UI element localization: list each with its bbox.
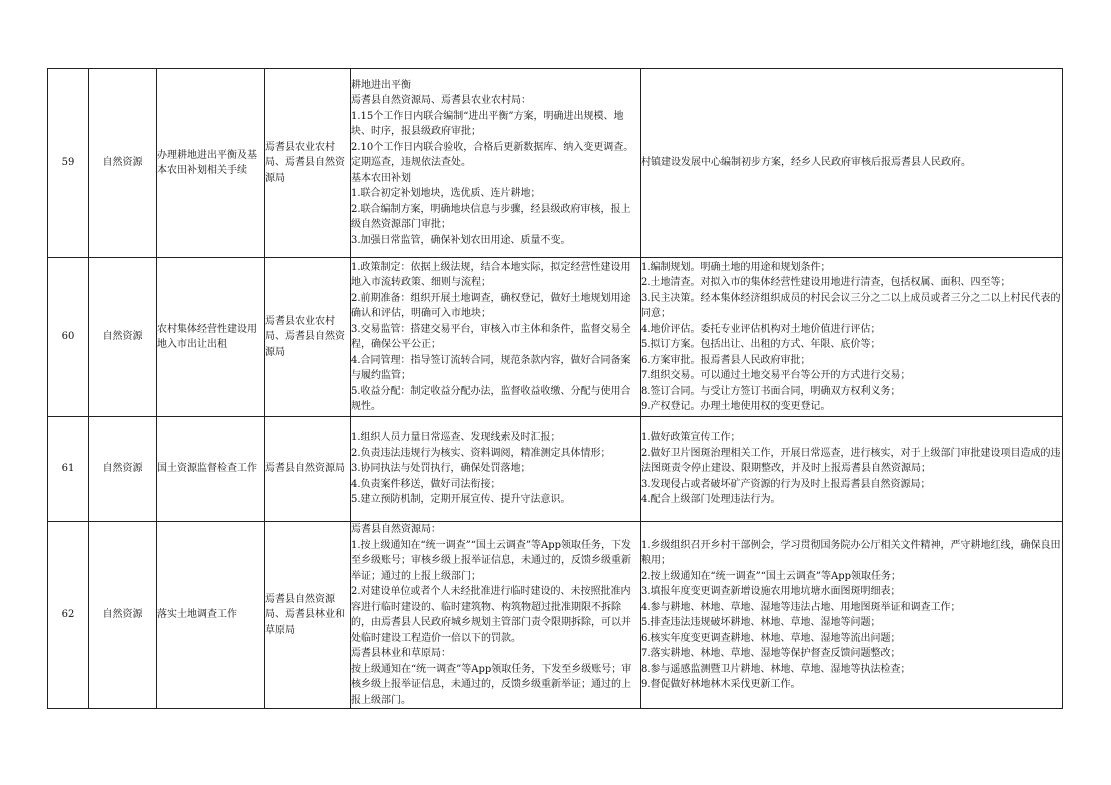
county-duty-line: 1.按上级通知在“统一调查”“国土云调查”等App领取任务，下发至乡级账号；审核乡级上报举证信息，未通过的，反馈乡级重新举证；通过的上报上级部门； bbox=[351, 539, 632, 582]
category-cell: 自然资源 bbox=[89, 522, 157, 709]
department-cell: 焉耆县自然资源局、焉耆县林业和草原局 bbox=[265, 522, 351, 709]
table-row bbox=[48, 417, 1063, 522]
county-duty-line: 1.15个工作日内联合编制“进出平衡”方案，明确进出规模、地块、时序，报县级政府审批； bbox=[351, 110, 624, 138]
county-duty-line: 5.建立预防机制，定期开展宣传、提升守法意识。 bbox=[351, 494, 571, 506]
category-cell: 自然资源 bbox=[89, 258, 157, 417]
county-duty-line: 3.加强日常监管，确保补划农田用途、质量不变。 bbox=[351, 234, 571, 246]
town-duty-line: 村镇建设发展中心编制初步方案，经乡人民政府审核后报焉耆县人民政府。 bbox=[641, 157, 971, 169]
town-duty-line: 8.签订合同。与受让方签订书面合同，明确双方权利义务； bbox=[641, 385, 901, 397]
town-duty-line: 6.方案审批。报焉耆县人民政府审批； bbox=[641, 354, 811, 366]
county-duty-line: 2.负责违法违规行为核实、资料调阅，精准测定具体情形； bbox=[351, 447, 611, 459]
table-row bbox=[48, 69, 1063, 258]
town-duty-line: 4.参与耕地、林地、草地、湿地等违法占地、用地图斑举证和调查工作； bbox=[641, 601, 961, 613]
county-duties-cell bbox=[351, 258, 641, 417]
table-row bbox=[48, 522, 1063, 709]
county-duty-line: 3.协同执法与处罚执行，确保处罚落地； bbox=[351, 463, 531, 475]
row-number-cell: 59 bbox=[48, 69, 89, 258]
town-duty-line: 1.编制规划。明确土地的用途和规划条件； bbox=[641, 261, 831, 273]
town-duty-line: 5.排查违法违规破坏耕地、林地、草地、湿地等问题； bbox=[641, 617, 881, 628]
town-duty-line: 2.做好卫片图斑治理相关工作，开展日常巡查，进行核实，对于上级部门审批建设项目造成的违法图斑责令停止建设、限期整改，并及时上报焉耆县自然资源局； bbox=[641, 447, 1061, 475]
town-duties-cell bbox=[641, 69, 1063, 258]
county-duty-line: 1.联合初定补划地块，选优质、连片耕地； bbox=[351, 188, 541, 200]
county-duties-cell bbox=[351, 522, 641, 709]
county-duty-line: 焉耆县自然资源局、焉耆县农业农村局： bbox=[351, 95, 531, 107]
category-cell: 自然资源 bbox=[89, 417, 157, 522]
town-duties-cell bbox=[641, 522, 1063, 709]
row-number-cell: 61 bbox=[48, 417, 89, 522]
department-cell: 焉耆县农业农村局、焉耆县自然资源局 bbox=[265, 258, 351, 417]
county-duty-line: 4.负责案件移送，做好司法衔接； bbox=[351, 478, 501, 490]
county-duty-line: 2.10个工作日内联合验收，合格后更新数据库、纳入变更调查。定期巡查，违规依法查处。 bbox=[351, 141, 634, 169]
item-name-cell: 办理耕地进出平衡及基本农田补划相关手续 bbox=[157, 69, 265, 258]
row-number-cell: 60 bbox=[48, 258, 89, 417]
county-duty-line: 2.前期准备：组织开展土地调查，确权登记，做好土地规划用途确认和评估，明确可入市地块； bbox=[351, 292, 631, 319]
item-name-cell: 国土资源监督检查工作 bbox=[157, 417, 265, 522]
town-duty-line: 1.做好政策宣传工作； bbox=[641, 432, 741, 444]
county-duty-line: 5.收益分配：制定收益分配办法，监督收益收缴、分配与使用合规性。 bbox=[351, 385, 631, 412]
county-duty-line: 耕地进出平衡 bbox=[351, 79, 411, 91]
town-duty-line: 8.参与遥感监测暨卫片耕地、林地、草地、湿地等执法检查； bbox=[641, 663, 911, 675]
county-duty-line: 焉耆县自然资源局： bbox=[351, 524, 441, 535]
town-duty-line: 5.拟订方案。包括出让、出租的方式、年限、底价等； bbox=[641, 339, 881, 350]
county-duty-line: 4.合同管理：指导签订流转合同，规范条款内容，做好合同备案与履约监管； bbox=[351, 354, 631, 381]
town-duties-cell bbox=[641, 417, 1063, 522]
county-duties-cell bbox=[351, 417, 641, 522]
department-cell: 焉耆县自然资源局 bbox=[265, 417, 351, 522]
town-duty-line: 1.乡级组织召开乡村干部例会，学习贯彻国务院办公厅相关文件精神，严守耕地红线，确保良田粮用； bbox=[641, 539, 1061, 566]
town-duty-line: 3.发现侵占或者破坏矿产资源的行为及时上报焉耆县自然资源局； bbox=[641, 478, 931, 490]
county-duty-line: 基本农田补划 bbox=[351, 172, 411, 184]
county-duty-line: 按上级通知在“统一调查”等App领取任务，下发至乡级账号；审核乡级上报举证信息，未通过的，反馈乡级重新举证；通过的上报上级部门。 bbox=[351, 663, 632, 706]
town-duties-cell bbox=[641, 258, 1063, 417]
town-duty-line: 7.落实耕地、林地、草地、湿地等保护督查反馈问题整改； bbox=[641, 648, 901, 659]
county-duty-line: 1.政策制定：依据上级法规，结合本地实际，拟定经营性建设用地入市流转政策、细则与流程； bbox=[351, 261, 631, 288]
town-duty-line: 4.地价评估。委托专业评估机构对土地价值进行评估； bbox=[641, 323, 881, 335]
row-number-cell: 62 bbox=[48, 522, 89, 709]
town-duty-line: 4.配合上级部门处理违法行为。 bbox=[641, 494, 781, 506]
county-duties-cell bbox=[351, 69, 641, 258]
table-body bbox=[48, 69, 1063, 709]
town-duty-line: 3.民主决策。经本集体经济组织成员的村民会议三分之二以上成员或者三分之二以上村民代表的同意； bbox=[641, 292, 1061, 319]
county-duty-line: 2.对建设单位或者个人未经批准进行临时建设的、未按照批准内容进行临时建设的、临时建筑物、构筑物超过批准期限不拆除的，由焉耆县人民政府城乡规划主管部门责令限期拆除，可以并处临时建设工程造价一倍以下的罚款。 bbox=[351, 586, 631, 644]
county-duty-line: 2.联合编制方案，明确地块信息与步骤，经县级政府审核，报上级自然资源部门审批； bbox=[351, 203, 631, 231]
responsibility-table bbox=[47, 68, 1063, 709]
county-duty-line: 焉耆县林业和草原局： bbox=[351, 648, 451, 659]
county-duty-line: 1.组织人员力量日常巡查、发现线索及时汇报； bbox=[351, 432, 561, 444]
town-duty-line: 9.督促做好林地林木采伐更新工作。 bbox=[641, 679, 801, 690]
item-name-cell: 落实土地调查工作 bbox=[157, 522, 265, 709]
table-row bbox=[48, 258, 1063, 417]
town-duty-line: 9.产权登记。办理土地使用权的变更登记。 bbox=[641, 401, 831, 412]
item-name-cell: 农村集体经营性建设用地入市出让出租 bbox=[157, 258, 265, 417]
county-duty-line: 3.交易监管：搭建交易平台，审核入市主体和条件，监督交易全程，确保公平公正； bbox=[351, 323, 631, 350]
department-cell: 焉耆县农业农村局、焉耆县自然资源局 bbox=[265, 69, 351, 258]
town-duty-line: 6.核实年度变更调查耕地、林地、草地、湿地等流出问题； bbox=[641, 632, 901, 644]
town-duty-line: 2.按上级通知在“统一调查”“国土云调查”等App领取任务； bbox=[641, 570, 902, 582]
category-cell: 自然资源 bbox=[89, 69, 157, 258]
town-duty-line: 7.组织交易。可以通过土地交易平台等公开的方式进行交易； bbox=[641, 370, 911, 381]
town-duty-line: 2.土地清查。对拟入市的集体经营性建设用地进行清查，包括权属、面积、四至等； bbox=[641, 277, 1011, 288]
town-duty-line: 3.填报年度变更调查新增设施农用地坑塘水面图斑明细表； bbox=[641, 586, 901, 597]
